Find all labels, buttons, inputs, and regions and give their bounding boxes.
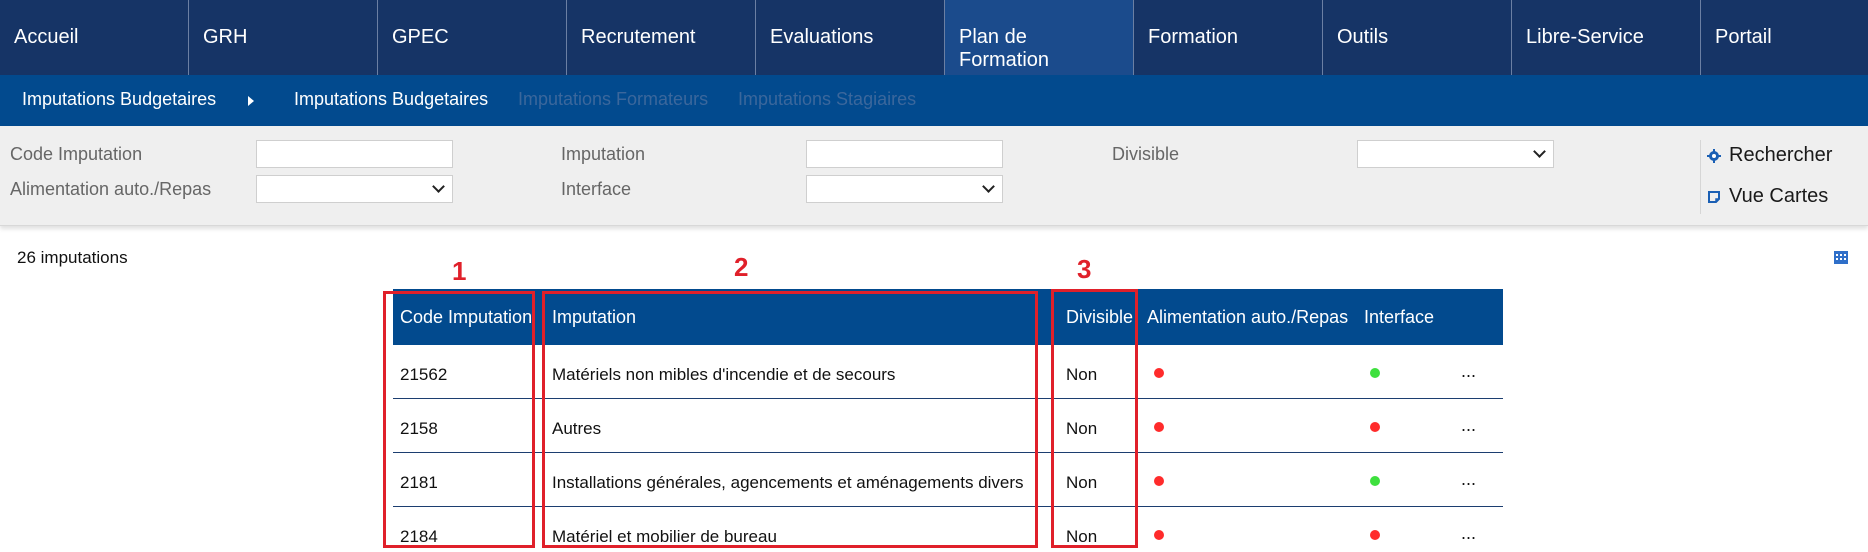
status-dot-red	[1154, 368, 1164, 378]
cell-imputation: Matériels non mibles d'incendie et de secours	[552, 365, 896, 384]
status-dot-green	[1370, 476, 1380, 486]
annotation-box-1	[383, 291, 535, 548]
header-interface[interactable]: Interface	[1364, 307, 1435, 327]
cell-code: 2158	[400, 419, 438, 438]
alimentation-label: Alimentation auto./Repas	[10, 179, 212, 199]
header-alimentation[interactable]: Alimentation auto./Repas	[1147, 307, 1349, 327]
breadcrumb[interactable]: Imputations Budgetaires	[22, 89, 217, 109]
chevron-down-icon	[432, 180, 445, 193]
header-divisible[interactable]: Divisible	[1066, 307, 1134, 327]
cell-code: 2181	[400, 473, 438, 492]
more-actions-button[interactable]: ...	[1461, 361, 1477, 381]
status-dot-red	[1154, 422, 1164, 432]
header-imputation[interactable]: Imputation	[552, 307, 637, 327]
nav-gpec[interactable]: GPEC	[378, 0, 567, 75]
cell-imputation: Autres	[552, 419, 602, 438]
chevron-down-icon	[982, 180, 995, 193]
nav-plan-de-formation[interactable]: Plan de Formation	[945, 0, 1134, 75]
status-dot-red	[1154, 476, 1164, 486]
cell-code: 21562	[400, 365, 448, 384]
more-actions-button[interactable]: ...	[1461, 523, 1477, 543]
annotation-number-2: 2	[734, 252, 749, 282]
status-dot-red	[1370, 530, 1380, 540]
chevron-down-icon	[1533, 145, 1546, 158]
interface-select[interactable]	[806, 175, 1003, 203]
code-imputation-input[interactable]	[256, 140, 453, 168]
header-code-imputation[interactable]: Code Imputation	[400, 307, 533, 327]
cell-code: 2184	[400, 527, 438, 546]
grid-view-icon[interactable]	[1834, 251, 1848, 264]
tab-imputations-budgetaires[interactable]: Imputations Budgetaires	[294, 89, 489, 109]
top-navigation	[0, 0, 1868, 75]
search-button[interactable]	[1707, 144, 1832, 167]
cards-view-button[interactable]	[1707, 185, 1828, 208]
nav-evaluations[interactable]: Evaluations	[756, 0, 945, 75]
result-count: 26 imputations	[17, 248, 128, 267]
imputation-input[interactable]	[806, 140, 1003, 168]
note-icon	[1707, 190, 1721, 204]
nav-portail[interactable]: Portail	[1715, 26, 1772, 48]
interface-label: Interface	[561, 179, 632, 199]
nav-outils[interactable]: Outils	[1323, 0, 1512, 75]
filter-panel	[0, 126, 1868, 226]
divider	[1700, 140, 1701, 214]
annotation-box-3	[1051, 289, 1138, 548]
cell-divisible: Non	[1066, 473, 1098, 492]
more-actions-button[interactable]: ...	[1461, 469, 1477, 489]
annotation-number-3: 3	[1077, 254, 1092, 284]
sub-navigation	[0, 75, 1868, 126]
nav-grh[interactable]: GRH	[189, 0, 378, 75]
annotation-box-2	[542, 291, 1038, 548]
divisible-label: Divisible	[1112, 144, 1180, 164]
status-dot-green	[1370, 368, 1380, 378]
alimentation-select[interactable]	[256, 175, 453, 203]
gear-icon	[1707, 149, 1721, 163]
annotation-number-1: 1	[452, 256, 467, 286]
nav-accueil[interactable]: Accueil	[0, 0, 189, 75]
imputation-label: Imputation	[561, 144, 646, 164]
divisible-select[interactable]	[1357, 140, 1554, 168]
cell-divisible: Non	[1066, 365, 1098, 384]
cell-divisible: Non	[1066, 419, 1098, 438]
cell-imputation: Matériel et mobilier de bureau	[552, 527, 777, 546]
cell-divisible: Non	[1066, 527, 1098, 546]
nav-libre-service[interactable]: Libre-Service	[1512, 0, 1701, 75]
search-button-label: Rechercher	[1729, 144, 1833, 166]
code-imputation-label: Code Imputation	[10, 144, 143, 164]
status-dot-red	[1370, 422, 1380, 432]
status-dot-red	[1154, 530, 1164, 540]
more-actions-button[interactable]: ...	[1461, 415, 1477, 435]
cards-view-label: Vue Cartes	[1729, 185, 1829, 207]
tab-imputations-formateurs[interactable]: Imputations Formateurs	[518, 89, 709, 109]
nav-formation[interactable]: Formation	[1134, 0, 1323, 75]
tab-imputations-stagiaires[interactable]: Imputations Stagiaires	[738, 89, 917, 109]
nav-recrutement[interactable]: Recrutement	[567, 0, 756, 75]
cell-imputation: Installations générales, agencements et aménagements divers	[552, 473, 1024, 492]
caret-right-icon	[248, 96, 254, 106]
